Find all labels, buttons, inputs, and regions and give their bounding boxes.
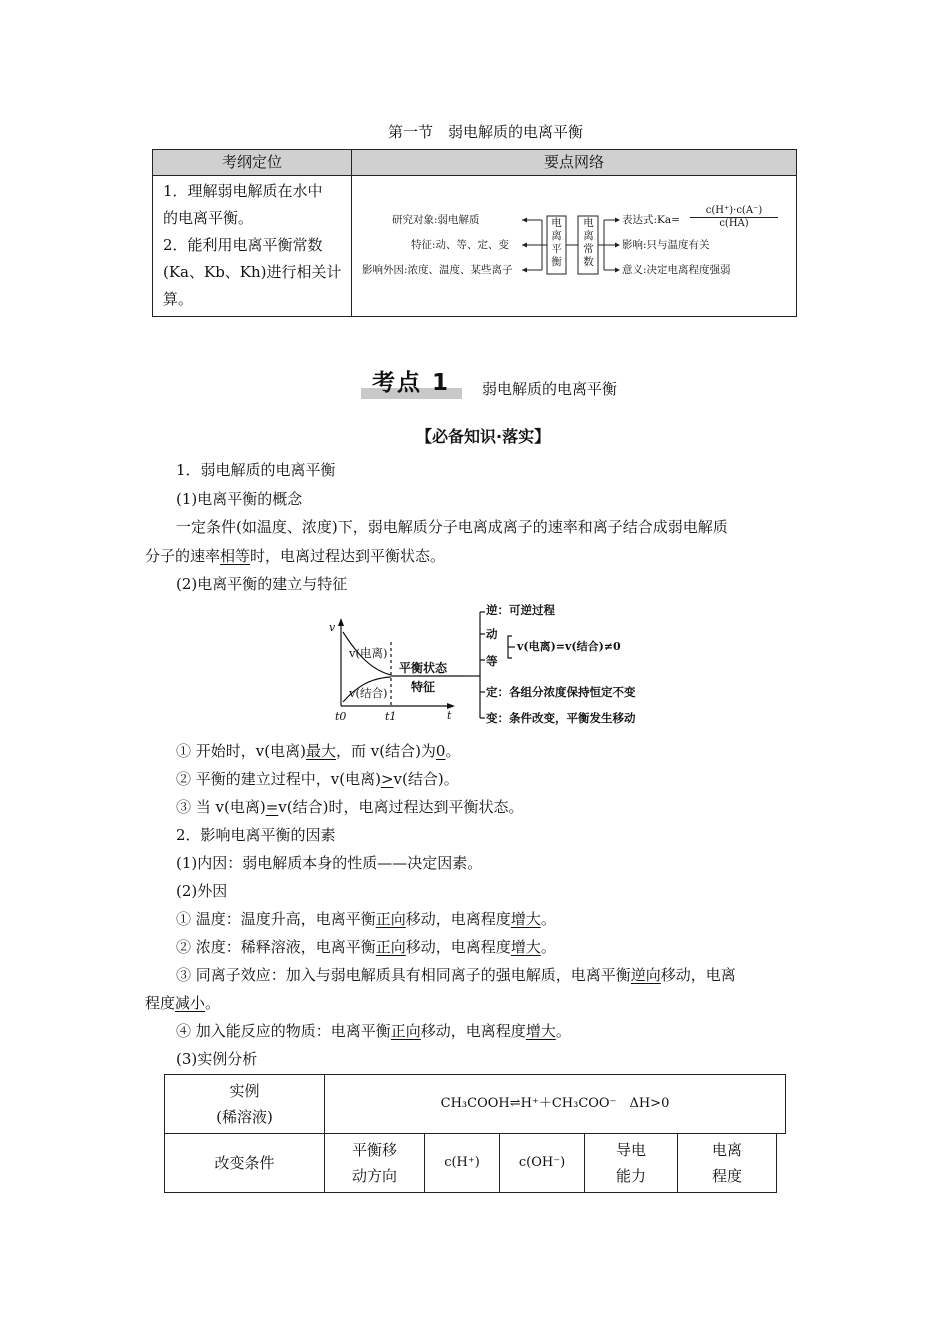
feature-branch: 等 bbox=[486, 654, 498, 668]
underlined-answer: 最大 bbox=[305, 742, 336, 760]
text-run: 移动，电离 bbox=[660, 966, 736, 984]
banner-heading: 【必备知识·落实】 bbox=[416, 427, 551, 446]
table-cell: c(H⁺) bbox=[424, 1133, 500, 1193]
requirement-line: 2．能利用电离平衡常数 bbox=[163, 236, 323, 254]
graph-t0-label: t0 bbox=[335, 710, 347, 723]
text-run: 程度 bbox=[145, 994, 176, 1012]
text-run: ，而 v(结合)为 bbox=[335, 742, 436, 760]
paragraph-line: 一定条件(如温度、浓度)下，弱电解质分子电离成离子的速率和离子结合成弱电解质 bbox=[176, 518, 728, 536]
underlined-answer: 增大 bbox=[525, 1022, 556, 1040]
underlined-answer: 增大 bbox=[510, 910, 541, 928]
text-run: 。 bbox=[540, 938, 556, 956]
network-right-item: 表达式:Ka= bbox=[622, 214, 680, 226]
network-connectors bbox=[352, 176, 796, 316]
text-run: ④ 加入能反应的物质：电离平衡 bbox=[176, 1022, 391, 1040]
requirement-line: 算。 bbox=[163, 290, 194, 308]
cell-line: (稀溶液) bbox=[216, 1108, 273, 1126]
ka-numerator: c(H⁺)·c(A⁻) bbox=[690, 205, 778, 218]
graph-y-axis-label: v bbox=[329, 621, 336, 634]
network-left-item: 研究对象:弱电解质 bbox=[392, 214, 480, 226]
subheading-2b: (2)外因 bbox=[176, 882, 228, 900]
underlined-answer: = bbox=[265, 798, 279, 816]
curve-combination-label: v(结合) bbox=[349, 686, 388, 700]
requirement-line: (Ka、Kb、Kh)进行相关计 bbox=[163, 263, 342, 281]
requirement-line: 1．理解弱电解质在水中 bbox=[163, 182, 323, 200]
ka-formula bbox=[690, 205, 778, 230]
ka-denominator: c(HA) bbox=[719, 218, 749, 229]
text-run: 。 bbox=[555, 1022, 571, 1040]
cell-line: 动方向 bbox=[351, 1167, 397, 1185]
underlined-answer: 正向 bbox=[375, 910, 406, 928]
text-run: 移动，电离程度 bbox=[405, 910, 511, 928]
subheading-1a: (1)电离平衡的概念 bbox=[176, 490, 303, 508]
point-2 bbox=[176, 769, 459, 789]
factor-reactive-substance bbox=[176, 1021, 571, 1041]
requirements-list bbox=[163, 178, 342, 313]
feature-branch: 逆：可逆过程 bbox=[486, 603, 555, 617]
network-box-constant: 电离常数 bbox=[583, 217, 594, 268]
key-points-network bbox=[352, 176, 796, 316]
network-right-item: 意义:决定电离程度强弱 bbox=[622, 264, 731, 276]
text-run: v(结合)。 bbox=[393, 770, 459, 788]
outline-col2-header: 要点网络 bbox=[352, 150, 796, 176]
subheading-2c: (3)实例分析 bbox=[176, 1050, 258, 1068]
subheading-2a: (1)内因：弱电解质本身的性质——决定因素。 bbox=[176, 854, 483, 872]
factor-temperature bbox=[176, 909, 556, 929]
table-cell bbox=[164, 1074, 325, 1134]
outline-col1-header: 考纲定位 bbox=[153, 150, 351, 176]
feature-label: 特征 bbox=[411, 680, 436, 694]
point-3 bbox=[176, 797, 523, 817]
cell-line: 电离 bbox=[711, 1141, 742, 1159]
equilibrium-graph bbox=[327, 598, 657, 730]
text-run: 。 bbox=[205, 994, 221, 1012]
outline-table bbox=[152, 149, 797, 317]
table-cell bbox=[677, 1133, 777, 1193]
cell-line: 实例 bbox=[229, 1082, 260, 1100]
feature-branch: 定：各组分浓度保持恒定不变 bbox=[486, 685, 636, 699]
network-right-item: 影响:只与温度有关 bbox=[622, 239, 710, 251]
requirement-line: 的电离平衡。 bbox=[163, 209, 254, 227]
cell-line: 程度 bbox=[711, 1167, 742, 1185]
text-run: 分子的速率 bbox=[145, 547, 221, 565]
text-run: 时，电离过程达到平衡状态。 bbox=[250, 547, 446, 565]
cell-line: 能力 bbox=[615, 1167, 646, 1185]
cell-line: 平衡移 bbox=[351, 1141, 397, 1159]
dong-deng-note: v(电离)=v(结合)≠0 bbox=[517, 640, 621, 653]
network-left-item: 特征:动、等、定、变 bbox=[411, 239, 510, 251]
paragraph-line bbox=[145, 546, 445, 566]
text-run: ② 平衡的建立过程中，v(电离) bbox=[176, 770, 381, 788]
feature-branch: 变：条件改变，平衡发生移动 bbox=[486, 711, 636, 725]
underlined-answer: > bbox=[380, 770, 394, 788]
table-cell bbox=[584, 1133, 678, 1193]
text-run: ① 开始时，v(电离) bbox=[176, 742, 306, 760]
text-run: v(结合)时，电离过程达到平衡状态。 bbox=[278, 798, 524, 816]
network-box-equilibrium: 电离平衡 bbox=[551, 217, 562, 268]
graph-t1-label: t1 bbox=[385, 710, 397, 723]
table-cell: 改变条件 bbox=[164, 1133, 325, 1193]
kaodian-badge bbox=[361, 368, 462, 398]
text-run: 移动，电离程度 bbox=[405, 938, 511, 956]
text-run: 。 bbox=[445, 742, 461, 760]
underlined-answer: 增大 bbox=[510, 938, 541, 956]
point-1 bbox=[176, 741, 460, 761]
text-run: ③ 当 v(电离) bbox=[176, 798, 266, 816]
text-run: ① 温度：温度升高，电离平衡 bbox=[176, 910, 376, 928]
underlined-answer: 正向 bbox=[375, 938, 406, 956]
factor-common-ion-cont bbox=[145, 993, 220, 1013]
underlined-answer: 减小 bbox=[175, 994, 206, 1012]
factor-common-ion bbox=[176, 965, 736, 985]
cell-line: 导电 bbox=[615, 1141, 646, 1159]
factor-concentration bbox=[176, 937, 556, 957]
network-left-item: 影响外因:浓度、温度、某些离子 bbox=[362, 264, 513, 276]
table-cell: c(OH⁻) bbox=[499, 1133, 585, 1193]
underlined-answer: 0 bbox=[435, 742, 446, 760]
underlined-answer: 相等 bbox=[220, 547, 251, 565]
text-run: 移动，电离程度 bbox=[420, 1022, 526, 1040]
table-cell bbox=[324, 1133, 425, 1193]
underlined-answer: 正向 bbox=[390, 1022, 421, 1040]
text-run: ② 浓度：稀释溶液，电离平衡 bbox=[176, 938, 376, 956]
heading-2: 2．影响电离平衡的因素 bbox=[176, 826, 336, 844]
graph-x-axis-label: t bbox=[447, 709, 452, 722]
equilibrium-state-label: 平衡状态 bbox=[399, 661, 448, 675]
subheading-1b: (2)电离平衡的建立与特征 bbox=[176, 575, 348, 593]
kaodian-badge-label: 考点 1 bbox=[372, 370, 451, 396]
underlined-answer: 逆向 bbox=[630, 966, 661, 984]
heading-1: 1．弱电解质的电离平衡 bbox=[176, 461, 336, 479]
example-table bbox=[164, 1074, 786, 1193]
text-run: 。 bbox=[540, 910, 556, 928]
text-run: ③ 同离子效应：加入与弱电解质具有相同离子的强电解质，电离平衡 bbox=[176, 966, 631, 984]
section-title: 第一节 弱电解质的电离平衡 bbox=[388, 123, 584, 141]
kaodian-title: 弱电解质的电离平衡 bbox=[482, 380, 618, 398]
equation-cell: CH₃COOH⇌H⁺＋CH₃COO⁻ ΔH>0 bbox=[324, 1074, 786, 1134]
curve-ionization-label: v(电离) bbox=[349, 646, 388, 660]
feature-branch: 动 bbox=[486, 627, 498, 641]
